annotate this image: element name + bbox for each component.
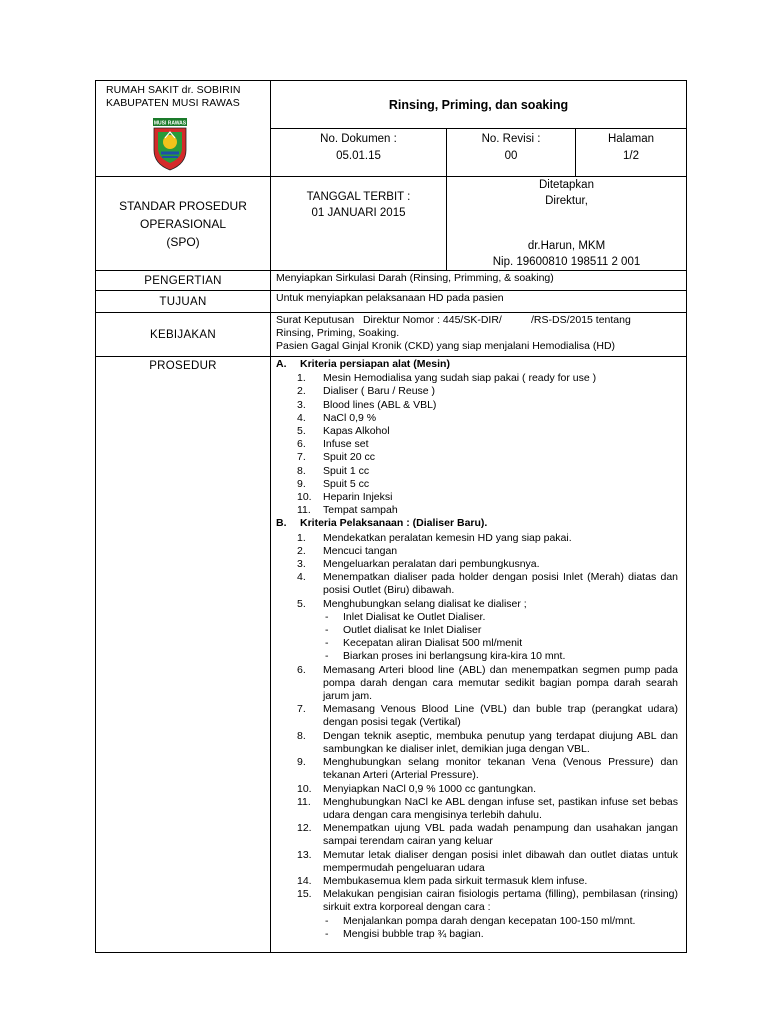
list-item [297,822,678,848]
list-item-number: 12. [297,822,312,835]
list-item-number: 13. [297,848,312,861]
tanggal-terbit-value: 01 JANUARI 2015 [311,207,406,219]
musi-rawas-logo [148,118,192,172]
list-item [297,888,678,914]
sub-list-item-text: Menjalankan pompa darah dengan kecepatan 100-150 ml/mnt. [343,914,636,927]
no-dokumen-cell [271,129,447,177]
pengertian-label: PENGERTIAN [96,271,271,291]
step-15-sublist [276,915,678,941]
hospital-name: RUMAH SAKIT dr. SOBIRIN [106,84,241,96]
list-item [297,664,678,704]
kebijakan-line2: Rinsing, Priming, Soaking. [276,327,400,339]
list-item-number: 6. [297,663,306,676]
list-item-number: 9. [297,756,306,769]
list-item [297,438,678,451]
signer-nip: Nip. 19600810 198511 2 001 [492,256,641,268]
criteria-a-letter: A. [276,358,287,370]
bullet-dash: - [325,650,329,663]
ditetapkan-label: Ditetapkan [539,179,594,191]
list-item-text: Menyiapkan NaCl 0,9 % 1000 cc gantungkan. [323,782,537,795]
sub-list-item-text: Inlet Dialisat ke Outlet Dialiser. [343,610,486,623]
ditetapkan-cell [447,177,687,271]
no-revisi-label: No. Revisi : [481,133,541,145]
kebijakan-cell [271,313,687,357]
criteria-b-letter: B. [276,517,287,530]
list-item [297,465,678,478]
no-revisi-value: 00 [504,150,518,162]
hospital-regency: KABUPATEN MUSI RAWAS [106,97,240,109]
sub-list-item-text: Kecepatan aliran Dialisat 500 ml/menit [343,637,523,650]
list-item-number: 7. [297,703,306,716]
list-item-text: Kapas Alkohol [323,425,390,438]
list-item-number: 14. [297,874,312,887]
list-item-text: NaCl 0,9 % [323,411,377,424]
tanggal-terbit-cell [271,177,447,271]
sub-list-item [325,624,678,637]
kebijakan-line3: Pasien Gagal Ginjal Kronik (CKD) yang siap menjalani Hemodialisa (HD) [276,340,616,352]
list-item [297,730,678,756]
list-item-text: Membukasemua klem pada sirkuit termasuk klem infuse. [323,874,588,887]
sub-list-item-text: Outlet dialisat ke Inlet Dialiser [343,624,482,637]
spo-title-cell [96,177,271,271]
list-item-number: 11. [297,795,311,808]
tujuan-text: Untuk menyiapkan pelaksanaan HD pada pasien [271,291,687,313]
hospital-header-cell [96,81,271,177]
spo-line1: STANDAR PROSEDUR [119,198,247,213]
signature-space [447,209,686,238]
spo-table [95,80,687,953]
halaman-value: 1/2 [623,150,639,162]
list-item-text: Mengeluarkan peralatan dari pembungkusnya. [323,558,540,571]
kebijakan-label: KEBIJAKAN [96,313,271,357]
spo-line3: (SPO) [166,234,200,249]
list-item-text: Memasang Arteri blood line (ABL) dan menempatkan segmen pump pada pompa darah dengan cara memutar sedikit bagian pompa darah searah jarum jam. [323,663,678,703]
list-item [297,425,678,438]
sub-list-item [325,637,678,650]
list-item-text: Melakukan pengisian cairan fisiologis pertama (filling), pembilasan (rinsing) sirkuit extra korporeal dengan cara : [323,888,678,914]
list-item-number: 2. [297,385,306,398]
list-item-text: Menghubungkan selang dialisat ke dialiser ; [323,597,527,610]
halaman-label: Halaman [607,133,655,145]
list-item-number: 10. [297,782,312,795]
kebijakan-line1: Surat Keputusan Direktur Nomor : 445/SK-DIR/ /RS-DS/2015 tentang [276,314,631,326]
bullet-dash: - [325,610,329,623]
list-item [297,478,678,491]
direktur-label: Direktur, [545,195,588,207]
logo-text: MUSI RAWAS [153,120,187,127]
list-item-text: Menempatkan ujung VBL pada wadah penampung dan usahakan jangan sampai terendam cairan yang keluar [323,822,678,848]
tanggal-terbit-label: TANGGAL TERBIT : [306,191,411,203]
list-item [297,504,678,517]
criteria-a-list [276,372,678,517]
list-item-number: 8. [297,464,306,477]
list-item-number: 1. [297,372,306,385]
list-item-number: 15. [297,888,312,901]
signer-name: dr.Harun, MKM [527,240,606,252]
list-item-number: 2. [297,544,306,557]
bullet-dash: - [325,624,329,637]
list-item-number: 4. [297,411,306,424]
list-item [297,571,678,597]
list-item-number: 5. [297,597,306,610]
prosedur-cell [271,357,687,953]
list-item-text: Dialiser ( Baru / Reuse ) [323,385,436,398]
list-item-number: 1. [297,531,306,544]
list-item-number: 10. [297,491,312,504]
list-item-number: 8. [297,729,306,742]
criteria-b-list [276,532,678,611]
bullet-dash: - [325,914,329,927]
list-item-number: 5. [297,425,306,438]
list-item [297,412,678,425]
list-item [297,558,678,571]
list-item-number: 7. [297,451,306,464]
list-item [297,756,678,782]
list-item-number: 9. [297,477,306,490]
list-item [297,545,678,558]
list-item-text: Spuit 20 cc [323,451,375,464]
list-item-text: Mencuci tangan [323,544,398,557]
sub-list-item-text: Biarkan proses ini berlangsung kira-kira 10 mnt. [343,650,566,663]
tujuan-label: TUJUAN [96,291,271,313]
sub-list-item-text: Mengisi bubble trap ¾ bagian. [343,927,484,940]
list-item [297,598,678,611]
step-5-sublist [276,611,678,664]
list-item [297,875,678,888]
sub-list-item [325,650,678,663]
no-dokumen-value: 05.01.15 [336,150,381,162]
list-item-text: Blood lines (ABL & VBL) [323,398,437,411]
document-title: Rinsing, Priming, dan soaking [271,81,687,129]
sub-list-item [325,928,678,941]
list-item-number: 6. [297,438,306,451]
list-item [297,783,678,796]
pengertian-text: Menyiapkan Sirkulasi Darah (Rinsing, Primming, & soaking) [271,271,687,291]
criteria-b-title: Kriteria Pelaksanaan : (Dialiser Baru). [300,517,488,530]
criteria-b-heading [276,517,678,530]
no-dokumen-label: No. Dokumen : [320,133,397,145]
list-item-number: 11. [297,504,311,517]
sub-list-item [325,915,678,928]
prosedur-label: PROSEDUR [96,357,271,953]
list-item-text: Spuit 5 cc [323,477,370,490]
criteria-b-list-continued [276,664,678,915]
criteria-a-heading [276,358,678,371]
list-item [297,491,678,504]
list-item [297,451,678,464]
list-item-text: Menghubungkan selang monitor tekanan Vena (Venous Pressure) dan tekanan Arteri (Arterial Pressure). [323,756,678,782]
list-item [297,796,678,822]
bullet-dash: - [325,927,329,940]
list-item [297,849,678,875]
spo-line2: OPERASIONAL [139,216,227,231]
criteria-a-title: Kriteria persiapan alat (Mesin) [300,358,450,370]
list-item-number: 3. [297,558,306,571]
list-item-text: Memutar letak dialiser dengan posisi inlet dibawah dan outlet diatas untuk mempermudah pengeluaran udara [323,848,678,874]
list-item-text: Menempatkan dialiser pada holder dengan posisi Inlet (Merah) diatas dan posisi Outlet (Biru) dibawah. [323,571,678,597]
list-item-text: Tempat sampah [323,504,398,517]
list-item [297,399,678,412]
list-item [297,372,678,385]
list-item-text: Mendekatkan peralatan kemesin HD yang siap pakai. [323,531,572,544]
list-item-text: Spuit 1 cc [323,464,370,477]
list-item-number: 3. [297,398,306,411]
list-item-text: Menghubungkan NaCl ke ABL dengan infuse set, pastikan infuse set bebas udara dengan cara mengisinya terlebih dahulu. [323,795,678,821]
list-item [297,532,678,545]
halaman-cell [576,129,687,177]
list-item-text: Memasang Venous Blood Line (VBL) dan buble trap (perangkat udara) dengan posisi tegak (Vertikal) [323,703,678,729]
no-revisi-cell [447,129,576,177]
list-item-text: Mesin Hemodialisa yang sudah siap pakai ( ready for use ) [323,372,597,385]
bullet-dash: - [325,637,329,650]
list-item-text: Infuse set [323,438,369,451]
list-item [297,385,678,398]
list-item [297,703,678,729]
list-item-number: 4. [297,571,306,584]
sub-list-item [325,611,678,624]
list-item-text: Dengan teknik aseptic, membuka penutup yang terdapat diujung ABL dan sambungkan ke dialiser inlet, demikian juga dengan VBL. [323,729,678,755]
list-item-text: Heparin Injeksi [323,491,393,504]
